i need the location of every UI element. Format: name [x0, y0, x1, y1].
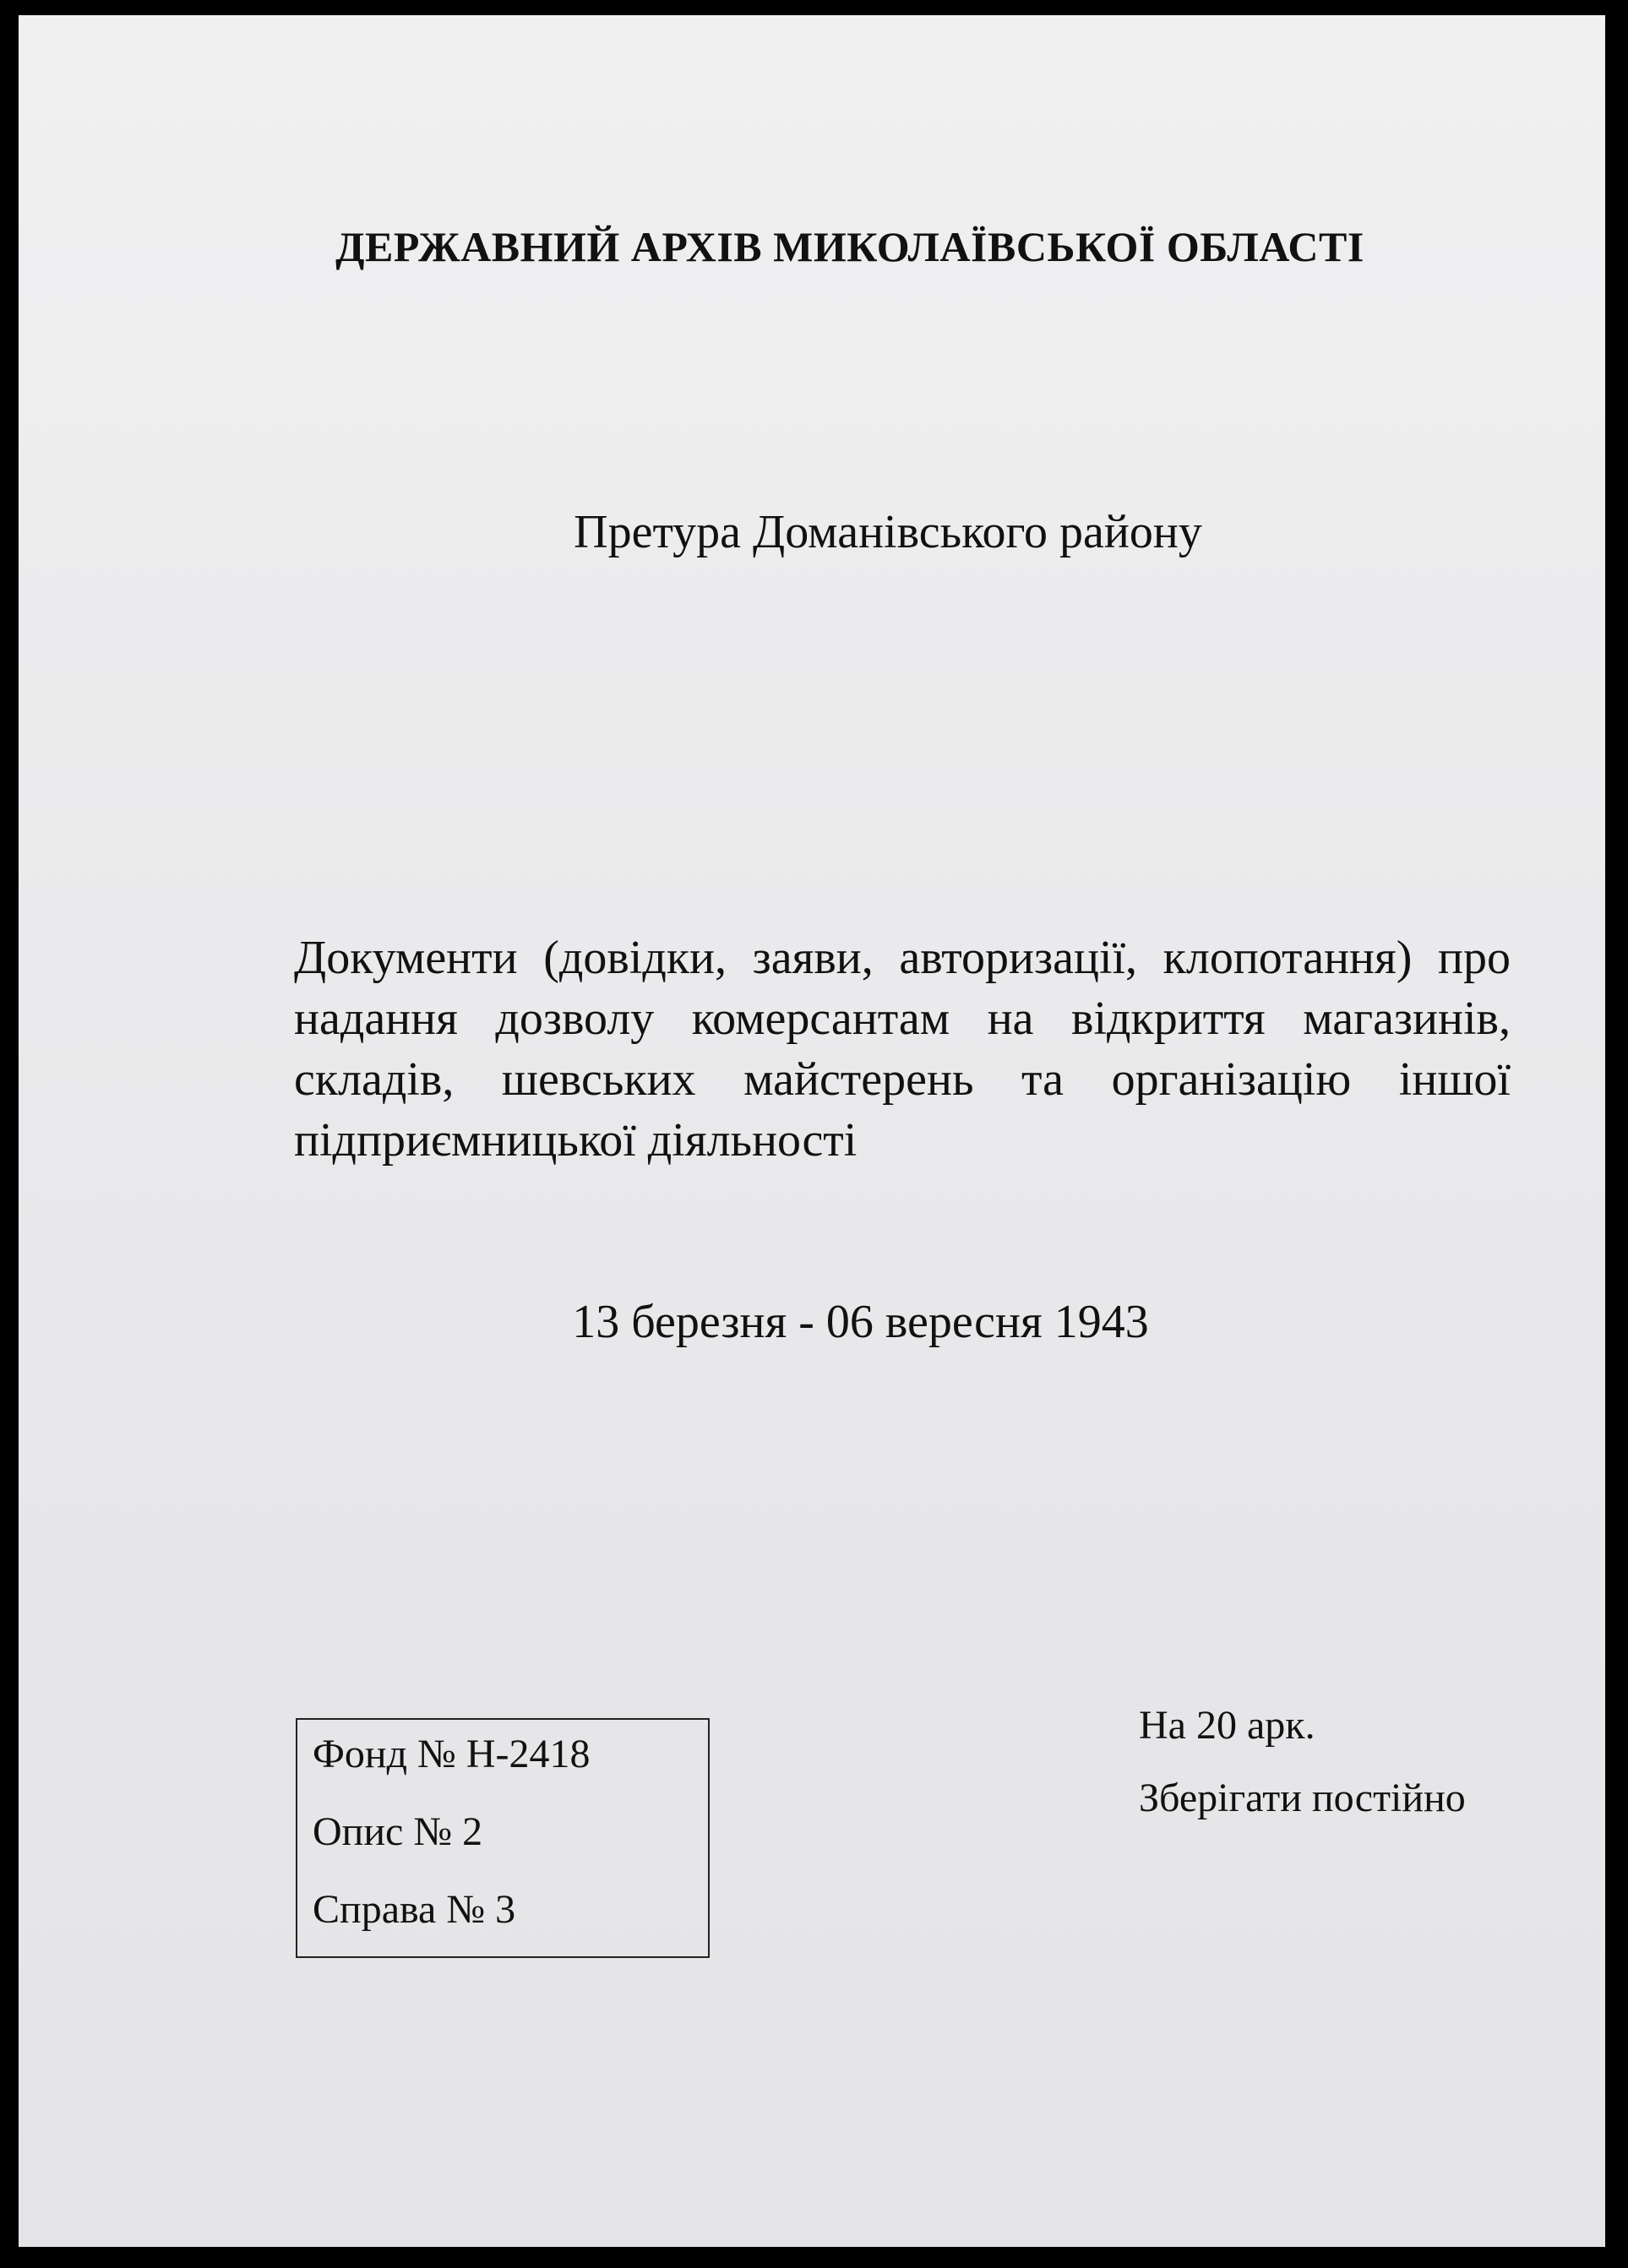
organization-name: Претура Доманівського району: [574, 506, 1202, 558]
date-range: 13 березня - 06 вересня 1943: [572, 1296, 1149, 1348]
storage-info: [1139, 1703, 1466, 1820]
retention-note: Зберігати постійно: [1139, 1776, 1466, 1820]
sprava-number: Справа № 3: [313, 1887, 516, 1932]
sheet-count: На 20 арк.: [1139, 1703, 1315, 1748]
document-page: [19, 15, 1605, 2247]
opys-number: Опис № 2: [313, 1809, 483, 1854]
fond-number: Фонд № Н-2418: [313, 1732, 591, 1776]
archive-reference-box: [296, 1718, 710, 1958]
archive-title: ДЕРЖАВНИЙ АРХІВ МИКОЛАЇВСЬКОЇ ОБЛАСТІ: [335, 223, 1364, 270]
file-description: Документи (довідки, заяви, авторизації, клопотання) про надання дозволу комерсантам на відкриття магазинів, складів, шевських майстерень та організацію іншої підприємницької діяльності: [294, 932, 1511, 1167]
